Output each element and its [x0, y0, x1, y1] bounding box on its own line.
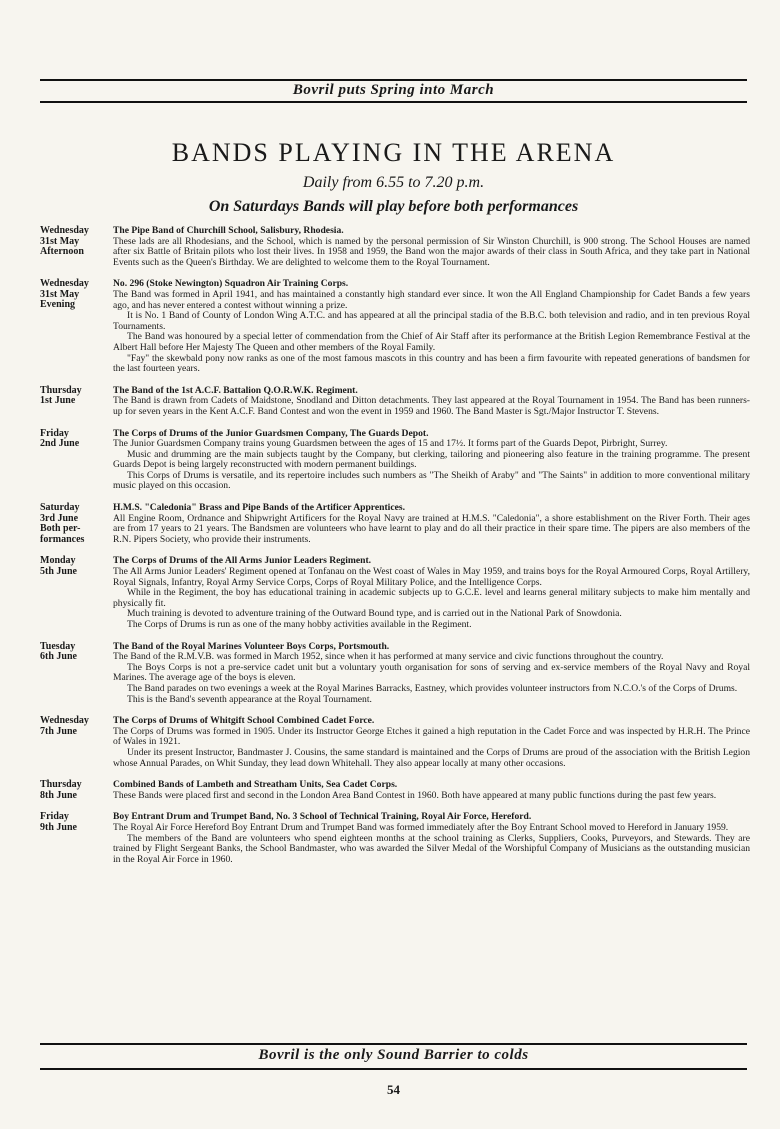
footer-banner: Bovril is the only Sound Barrier to colds: [258, 1047, 529, 1063]
entry-date: [40, 812, 113, 865]
entry-date-line: Saturday: [40, 502, 80, 514]
page-title: BANDS PLAYING IN THE ARENA: [171, 138, 616, 167]
entry-date-line: Afternoon: [40, 246, 84, 257]
entry-date-line: Wednesday: [40, 225, 89, 236]
entry-heading: The Corps of Drums of Whitgift School Combined Cadet Force.: [113, 715, 375, 727]
page-number: 54: [387, 1082, 400, 1097]
entry-heading: No. 296 (Stoke Newington) Squadron Air Training Corps.: [113, 278, 349, 290]
entry-date: [40, 386, 113, 418]
entry-date-line: 7th June: [40, 725, 77, 737]
entry-date-line: Both per-: [40, 523, 81, 535]
entry-paragraph: The All Arms Junior Leaders' Regiment opened at Tonfanau on the West coast of Wales in May 1959, and trains boys for the Royal Armoured Corps, Royal Artillery, Royal Signals, Infantry, Royal Army Service Corps, Corps of Royal Military Police, and the Intelligence Corps.: [113, 566, 750, 588]
entry-paragraph: The Band of the R.M.V.B. was formed in March 1952, since when it has performed at many service and civic functions throughout the country.: [113, 651, 664, 663]
entry-date: [40, 226, 113, 268]
entry-date: [40, 716, 113, 769]
entry-date-line: Thursday: [40, 779, 82, 791]
top-rule-upper: [40, 79, 747, 81]
band-entry: [40, 716, 750, 769]
entry-heading: H.M.S. "Caledonia" Brass and Pipe Bands of the Artificer Apprentices.: [113, 502, 405, 514]
entry-date-line: Thursday: [40, 384, 82, 396]
band-entry: [40, 503, 750, 545]
band-entry: [40, 556, 750, 630]
entry-paragraph: The Junior Guardsmen Company trains young Guardsmen between the ages of 15 and 17½. It forms part of the Guards Depot, Pirbright, Surrey.: [113, 438, 668, 450]
entry-body: [113, 429, 750, 493]
band-entry: [40, 642, 750, 706]
entry-paragraph: These Bands were placed first and second in the London Area Band Contest in 1960. Both have appeared at many public functions during the past few years.: [113, 789, 717, 801]
entry-heading: The Band of the Royal Marines Volunteer Boys Corps, Portsmouth.: [113, 640, 390, 652]
entry-date-line: 5th June: [40, 565, 77, 577]
entry-body: [113, 812, 750, 865]
entry-date: [40, 429, 113, 493]
band-entry: [40, 386, 750, 418]
entry-body: [113, 503, 750, 545]
band-entry: [40, 812, 750, 865]
entry-date-line: Monday: [40, 555, 76, 567]
entry-heading: The Band of the 1st A.C.F. Battalion Q.O.R.W.K. Regiment.: [113, 384, 358, 396]
band-entry: [40, 279, 750, 374]
entry-paragraph: It is No. 1 Band of County of London Wing A.T.C. and has appeared at all the principal stadia of the B.B.C. both television and radio, and in ten previous Royal Tournaments.: [113, 310, 750, 332]
entry-date: [40, 503, 113, 545]
entry-paragraph: The Boys Corps is not a pre-service cadet unit but a voluntary youth organisation for sons of serving and ex-service members of the Royal Navy and Royal Marines. The average age of the boys is eleven.: [113, 661, 750, 684]
entry-date-line: Tuesday: [40, 640, 76, 652]
entry-date-line: Wednesday: [40, 278, 89, 290]
header-banner: Bovril puts Spring into March: [292, 82, 495, 98]
entry-date-line: 31st May: [40, 235, 80, 247]
entry-paragraph: Much training is devoted to adventure training of the Outward Bound type, and is carried out in the National Park of Snowdonia.: [127, 608, 622, 620]
entry-paragraph: The Band was formed in April 1941, and has maintained a constantly high standard ever since. It won the All England Championship for Cadet Bands a few years ago, and has never entered a contest without winning a prize.: [113, 288, 750, 311]
band-entry: [40, 429, 750, 493]
entry-paragraph: Music and drumming are the main subjects taught by the Company, but clerking, tailoring and pioneering also feature in the training programme. The present Guards Depot is being largely reconstructed with modern permanent buildings.: [113, 448, 750, 471]
band-entries: [40, 226, 750, 876]
page-subtitle: Daily from 6.55 to 7.20 p.m.: [302, 174, 485, 191]
entry-heading: Boy Entrant Drum and Trumpet Band, No. 3 School of Technical Training, Royal Air Force, Hereford.: [113, 811, 532, 823]
entry-body: [113, 556, 750, 630]
entry-paragraph: All Engine Room, Ordnance and Shipwright Artificers for the Royal Navy are trained at H.M.S. "Caledonia", a shore establishment on the River Forth. Their ages are from 17 years to 21 years. The Bandsmen are volunteers who have learnt to play and do all their practice in their spare time. The pipers are also members of the R.N. Pipers Society, who provide their instruments.: [113, 512, 750, 545]
entry-paragraph: These lads are all Rhodesians, and the School, which is named by the personal permission of Sir Winston Churchill, is 900 strong. The School Houses are named after six Battle of Britain pilots who lost their lives. In 1958 and 1959, the Band won the major awards of their class in South Africa, and they take part in National Events such as the Queen's Birthday. We are delighted to welcome them to the Royal Tournament.: [113, 235, 750, 268]
entry-date: [40, 780, 113, 801]
top-rule-lower: [40, 101, 747, 103]
entry-date-line: 3rd June: [40, 512, 79, 524]
bottom-rule-upper: [40, 1043, 747, 1045]
band-entry: [40, 780, 750, 801]
bottom-rule-lower: [40, 1068, 747, 1070]
entry-paragraph: This is the Band's seventh appearance at the Royal Tournament.: [127, 693, 372, 705]
entry-date-line: 31st May: [40, 288, 80, 300]
entry-paragraph: The members of the Band are volunteers who spend eighteen months at the school training as Clerks, Suppliers, Cooks, Purveyors, and Stewards. They are trained by Flight Sergeant Banks, the School Bandmaster, who was awarded the Silver Medal of the Worshipful Company of Musicians as the outstanding musician in the Royal Air Force in 1960.: [113, 832, 750, 865]
entry-paragraph: Under its present Instructor, Bandmaster J. Cousins, the same standard is maintained and the Corps of Drums are proud of the association with the British Legion whose Annual Parades, on Whit Sunday, they lead down Whitehall. They also appear locally at many other occasions.: [113, 746, 750, 769]
entry-body: [113, 716, 750, 769]
entry-date-line: Friday: [40, 811, 69, 823]
entry-date: [40, 556, 113, 630]
entry-body: [113, 642, 750, 706]
entry-date-line: 6th June: [40, 651, 77, 663]
entry-date-line: Wednesday: [40, 715, 89, 727]
entry-date: [40, 279, 113, 374]
entry-date: [40, 642, 113, 706]
entry-date-line: Evening: [40, 299, 76, 311]
entry-date-line: 8th June: [40, 789, 77, 801]
entry-heading: The Pipe Band of Churchill School, Salisbury, Rhodesia.: [113, 225, 344, 236]
entry-date-line: formances: [40, 533, 85, 545]
entry-body: [113, 226, 750, 268]
entry-body: [113, 780, 750, 801]
entry-heading: Combined Bands of Lambeth and Streatham Units, Sea Cadet Corps.: [113, 779, 398, 791]
entry-paragraph: While in the Regiment, the boy has educational training in academic subjects up to G.C.E. level and learns general military subjects to make him mentally and physically fit.: [113, 587, 750, 609]
entry-paragraph: The Royal Air Force Hereford Boy Entrant Drum and Trumpet Band was formed immediately after the Boy Entrant School moved to Hereford in January 1959.: [113, 821, 729, 833]
entry-body: [113, 386, 750, 418]
entry-date-line: 2nd June: [40, 438, 80, 449]
entry-paragraph: The Corps of Drums was formed in 1905. Under its Instructor George Etches it gained a high reputation in the Cadet Force and was inspected by H.R.H. The Prince of Wales in 1921.: [113, 725, 750, 748]
entry-date-line: Friday: [40, 427, 69, 439]
band-entry: [40, 226, 750, 268]
entry-paragraph: "Fay" the skewbald pony now ranks as one of the most famous mascots in this country and has been a firm favourite with repeated generations of bandsmen for the last fourteen years.: [113, 352, 750, 375]
entry-heading: The Corps of Drums of the Junior Guardsmen Company, The Guards Depot.: [113, 427, 429, 439]
page-subtitle-saturdays: On Saturdays Bands will play before both performances: [208, 198, 579, 215]
entry-paragraph: This Corps of Drums is versatile, and its repertoire includes such numbers as "The Sheikh of Araby" and "The Saints" in addition to more conventional military music played on this occasion.: [113, 469, 750, 492]
entry-heading: The Corps of Drums of the All Arms Junior Leaders Regiment.: [113, 555, 372, 567]
entry-body: [113, 279, 750, 374]
entry-paragraph: The Band is drawn from Cadets of Maidstone, Snodland and Ditton detachments. They last appeared at the Royal Tournament in 1954. The Band has been runners-up for seven years in the Kent A.C.F. Band Contest and won the event in 1959 and 1960. The Band Master is Sgt./Major Instructor T. Stevens.: [113, 395, 750, 417]
entry-date-line: 1st June: [40, 395, 76, 407]
entry-paragraph: The Band parades on two evenings a week at the Royal Marines Barracks, Eastney, which provides volunteer instructors from N.C.O.'s of the Corps of Drums.: [127, 682, 738, 694]
entry-paragraph: The Corps of Drums is run as one of the many hobby activities available in the Regiment.: [127, 619, 472, 630]
entry-paragraph: The Band was honoured by a special letter of commendation from the Chief of Air Staff after its performance at the British Legion Remembrance Festival at the Albert Hall before Her Majesty The Queen and other members of the Royal Family.: [113, 331, 750, 353]
entry-date-line: 9th June: [40, 821, 77, 833]
